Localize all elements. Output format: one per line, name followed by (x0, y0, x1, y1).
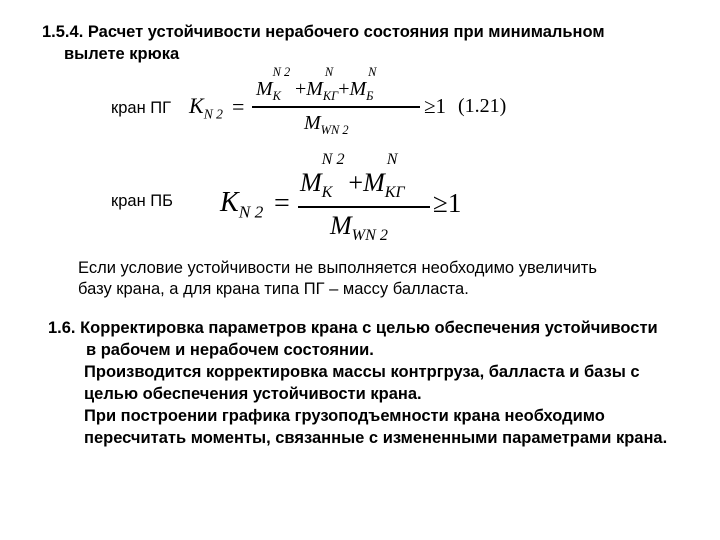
note-line1: Если условие устойчивости не выполняется необходимо увеличить (78, 259, 597, 277)
section-1-6-line4: целью обеспечения устойчивости крана. (84, 385, 422, 403)
formula-pg-fraction-bar (252, 106, 420, 108)
formula-pg-geq: ≥1 (424, 94, 447, 118)
section-1-5-4-title-line2: вылете крюка (64, 45, 180, 63)
formula-pb-geq: ≥1 (433, 188, 462, 218)
formula-pb-numerator: M N 2 $_K$ +M N $_{KГ}$ (300, 151, 405, 202)
section-1-6-line5: При построении графика грузоподъемности крана необходимо (84, 407, 605, 425)
formula-pg-numerator: M N 2 $_K$ +M N $_{KГ}$+M N $_Б$ (256, 65, 377, 103)
formula-pg-denominator: $M_{WN 2}$ (304, 112, 349, 137)
lhs-k: K (189, 93, 204, 118)
lhs-sub: N 2 (203, 106, 223, 122)
section-1-6-line3: Производится корректировка массы контргруза, балласта и базы с (84, 363, 640, 381)
section-1-5-4-title-line1: 1.5.4. Расчет устойчивости нерабочего состояния при минимальном (42, 23, 605, 41)
section-1-6-line6: пересчитать моменты, связанные с измененными параметрами крана. (84, 429, 668, 447)
section-1-6-line2: в рабочем и нерабочем состоянии. (86, 341, 374, 359)
formula-pb-lhs: $K_{N 2}$ (220, 187, 264, 222)
formula-pg-lhs (189, 93, 223, 122)
formula-pb-denominator: $M_{WN 2}$ (330, 211, 388, 245)
section-1-6-line1: 1.6. Корректировка параметров крана с целью обеспечения устойчивости (48, 319, 658, 337)
formula-pg-equals: = (232, 94, 245, 119)
formula-pb-label: кран ПБ (111, 192, 173, 210)
formula-pg-number: (1.21) (458, 95, 507, 117)
formula-pb-equals: = (274, 188, 290, 219)
formula-pb-fraction-bar (298, 206, 430, 208)
formula-pg-label: кран ПГ (111, 99, 172, 117)
note-line2: базу крана, а для крана типа ПГ – массу балласта. (78, 280, 469, 298)
